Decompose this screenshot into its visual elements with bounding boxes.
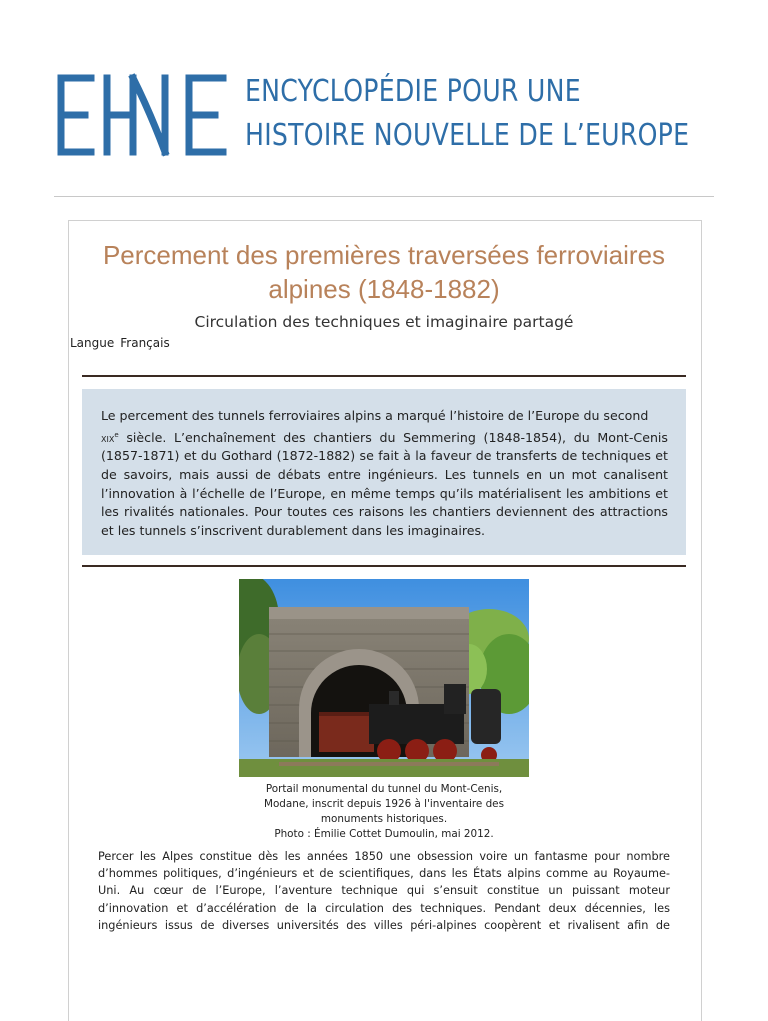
language-info bbox=[70, 336, 170, 350]
caption-line-3: monuments historiques. bbox=[320, 813, 448, 825]
abstract-century-sup: e bbox=[114, 430, 119, 439]
article-title bbox=[0, 238, 768, 306]
logo-title-line-2: HISTOIRE NOUVELLE DE L’EUROPE bbox=[245, 118, 690, 153]
body-line: ingénieurs issus de diverses universités des villes péri-alpines coopèrent et rivalisent afin de bbox=[98, 918, 670, 932]
language-value[interactable]: Français bbox=[120, 336, 170, 350]
language-label: Langue bbox=[70, 336, 115, 350]
abstract-part-1: Le percement des tunnels ferroviaires alpins a marqué l’histoire de l’Europe du second bbox=[101, 408, 649, 423]
article-title-line-2: alpines (1848-1882) bbox=[268, 274, 500, 304]
article-subtitle: Circulation des techniques et imaginaire partagé bbox=[194, 313, 574, 331]
body-line: d’hommes politiques, d’ingénieurs et de scientifiques, dans les États alpins comme au Royaume- bbox=[98, 867, 670, 881]
caption-credit: Photo : Émilie Cottet Dumoulin, mai 2012. bbox=[274, 828, 494, 840]
article-body bbox=[98, 848, 670, 934]
body-line: Uni. Au cœur de l’Europe, l’aventure technique qui s’ensuit constitue un puissant moteur bbox=[98, 884, 670, 898]
site-logo[interactable] bbox=[55, 70, 715, 160]
abstract-bottom-rule bbox=[82, 565, 686, 567]
caption-line-2: Modane, inscrit depuis 1926 à l'inventaire des bbox=[263, 798, 504, 810]
ehne-logo-mark bbox=[55, 72, 230, 158]
logo-title-line-1: ENCYCLOPÉDIE POUR UNE bbox=[245, 74, 581, 109]
header-divider bbox=[54, 196, 714, 197]
body-line: Percer les Alpes constitue dès les années 1850 une obsession voire un fantasme pour nombre bbox=[98, 850, 670, 863]
abstract-top-rule bbox=[82, 375, 686, 377]
caption-line-1: Portail monumental du tunnel du Mont-Cenis, bbox=[265, 783, 503, 795]
tunnel-photo[interactable] bbox=[239, 579, 529, 777]
article-title-line-1: Percement des premières traversées ferroviaires bbox=[102, 240, 666, 270]
body-line: d’innovation et d’accélération de la circulation des techniques. Pendant deux décennies, les bbox=[98, 901, 670, 915]
abstract-part-2: siècle. L’enchaînement des chantiers du Semmering (1848-1854), du Mont-Cenis (1857-1871) et du Gothard (1872-1882) se fait à la faveur de transferts de techniques et de savoirs, mais aussi de débats entre ingénieurs. Les tunnels en un mot canalisent l’innovation à l’échelle de l’Europe, en même temps qu’ils matérialisent les ambitions et les rivalités nationales. Pour toutes ces raisons les chantiers deviennent des attractions et les tunnels s’inscrivent durablement dans les imaginaires. bbox=[101, 429, 668, 538]
abstract-century: xix bbox=[101, 430, 115, 445]
tunnel-photo-image bbox=[239, 579, 529, 777]
photo-caption bbox=[0, 782, 768, 842]
article-abstract bbox=[82, 389, 686, 555]
